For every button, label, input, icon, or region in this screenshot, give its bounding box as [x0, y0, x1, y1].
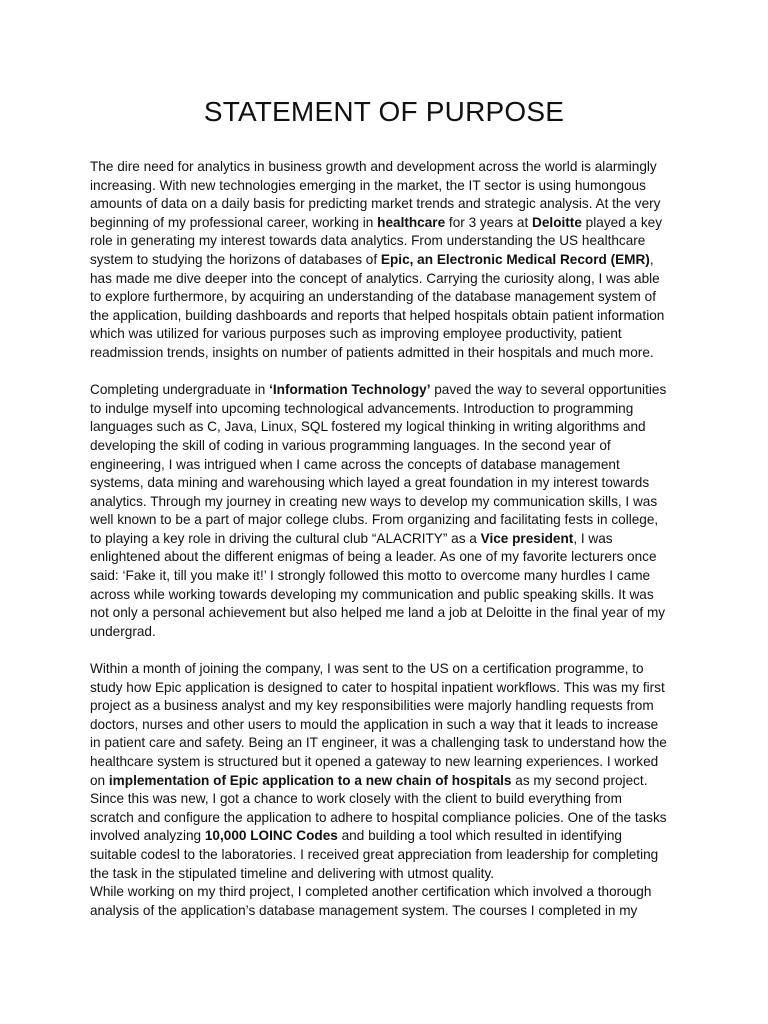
text-run: played a key [581, 214, 663, 230]
text-line [90, 437, 682, 456]
text-line [90, 251, 682, 270]
text-run: undergrad. [90, 623, 156, 639]
text-run: analysis of the application’s database management system. The courses I completed in my [90, 902, 638, 918]
bold-text: ‘Information Technology’ [269, 382, 431, 398]
text-line [90, 809, 682, 828]
text-line [90, 456, 682, 475]
text-run: developing the skill of coding in various programming languages. In the second year of [90, 437, 611, 453]
text-line [90, 623, 682, 642]
text-line [90, 511, 682, 530]
text-line [90, 530, 682, 549]
text-run: as my second project. [511, 772, 648, 788]
text-run: has made me dive deeper into the concept of analytics. Carrying the curiosity along, I was able [90, 270, 660, 286]
text-run: engineering, I was intrigued when I came across the concepts of database management [90, 456, 620, 472]
text-run: suitable codesl to the laboratories. I received great appreciation from leadership for completing [90, 846, 659, 862]
text-line [90, 493, 682, 512]
text-line [90, 734, 682, 753]
text-run: for 3 years at [445, 214, 533, 230]
text-run: to explore furthermore, by acquiring an understanding of the database management system of [90, 289, 656, 305]
bold-text: implementation of Epic application to a new chain of hospitals [108, 772, 512, 788]
text-line [90, 790, 682, 809]
text-line [90, 883, 682, 902]
page-title: STATEMENT OF PURPOSE [203, 96, 565, 127]
text-run: and building a tool which resulted in identifying [337, 828, 622, 844]
text-line [90, 902, 682, 921]
text-run: , [649, 251, 654, 267]
text-run: , I was [573, 530, 613, 546]
text-run: project as a business analyst and my key responsibilities were majorly handling requests from [90, 698, 654, 714]
text-run: Since this was new, I got a chance to work closely with the client to build everything from [90, 791, 622, 807]
text-run: involved analyzing [90, 828, 205, 844]
text-line [90, 325, 682, 344]
text-run: Within a month of joining the company, I was sent to the US on a certification programme, to [90, 661, 644, 677]
text-run: While working on my third project, I completed another certification which involved a thorough [90, 884, 652, 900]
bold-text: Vice president [480, 530, 574, 546]
text-line [90, 827, 682, 846]
text-run: Completing undergraduate in [90, 382, 270, 398]
text-line [90, 177, 682, 196]
text-run: amounts of data on a daily basis for predicting market trends and strategic analysis. At the very [90, 196, 661, 212]
text-run: beginning of my professional career, working in [90, 214, 378, 230]
text-line [90, 846, 682, 865]
text-run: study how Epic application is designed to cater to hospital inpatient workflows. This was my first [90, 679, 665, 695]
text-line [90, 716, 682, 735]
text-line [90, 288, 682, 307]
paragraph-spacer [90, 363, 682, 382]
text-run: enlightened about the different enigmas of being a leader. As one of my favorite lecturers once [90, 549, 657, 565]
text-line [90, 195, 682, 214]
text-run: said: ‘Fake it, till you make it!’ I strongly followed this motto to overcome many hurdles I came [90, 568, 651, 584]
text-line [90, 474, 682, 493]
text-line [90, 214, 682, 233]
text-run: across while working towards developing my communication and public speaking skills. It was [90, 586, 654, 602]
paragraph-3 [90, 660, 682, 920]
text-line [90, 660, 682, 679]
text-line [90, 307, 682, 326]
paragraph-1 [90, 158, 682, 363]
text-run: analytics. Through my journey in creating new ways to develop my communication skills, I was [90, 493, 658, 509]
text-run: systems, data mining and warehousing which layed a great foundation in my interest towards [90, 475, 650, 491]
document-body [90, 158, 682, 920]
text-line [90, 158, 682, 177]
text-run: paved the way to several opportunities [430, 382, 667, 398]
text-run: doctors, nurses and other users to mould the application in such a way that it leads to increase [90, 716, 659, 732]
text-line [90, 567, 682, 586]
text-run: well known to be a part of major college clubs. From organizing and facilitating fests in college, [90, 512, 659, 528]
text-line [90, 400, 682, 419]
text-line [90, 697, 682, 716]
text-run: role in generating my interest towards data analytics. From understanding the US healthcare [90, 233, 646, 249]
text-line [90, 586, 682, 605]
bold-text: healthcare [377, 214, 446, 230]
paragraph-spacer [90, 641, 682, 660]
text-line [90, 381, 682, 400]
text-run: healthcare system is structured but it opened a gateway to new learning experiences. I worked [90, 754, 659, 769]
text-run: readmission trends, insights on number of patients admitted in their hospitals and much more. [90, 344, 654, 360]
text-run: scratch and configure the application to adhere to hospital compliance policies. One of the tasks [90, 809, 667, 825]
text-line [90, 344, 682, 363]
text-run: not only a personal achievement but also helped me land a job at Deloitte in the final year of my [90, 605, 666, 621]
text-run: increasing. With new technologies emerging in the market, the IT sector is using humongous [90, 177, 646, 193]
text-run: which was utilized for various purposes such as improving employee productivity, patient [90, 326, 622, 342]
paragraph-2 [90, 381, 682, 641]
text-run: the application, building dashboards and reports that helped hospitals obtain patient information [90, 307, 665, 323]
text-line [90, 418, 682, 437]
text-line [90, 753, 682, 772]
text-line [90, 232, 682, 251]
text-line [90, 548, 682, 567]
bold-text: Deloitte [532, 214, 582, 230]
text-run: in patient care and safety. Being an IT engineer, it was a challenging task to understand how the [90, 735, 667, 751]
text-line [90, 604, 682, 623]
text-run: languages such as C, Java, Linux, SQL fostered my logical thinking in writing algorithms and [90, 419, 646, 435]
text-line [90, 679, 682, 698]
bold-text: 10,000 LOINC Codes [204, 828, 338, 844]
text-run: The dire need for analytics in business growth and development across the world is alarmingly [90, 159, 657, 174]
text-run: to playing a key role in driving the cultural club “ALACRITY” as a [90, 530, 481, 546]
text-line [90, 865, 682, 884]
text-run: the task in the stipulated timeline and delivering with utmost quality. [90, 865, 495, 881]
text-run: to indulge myself into upcoming technological advancements. Introduction to programming [90, 400, 634, 416]
text-run: on [90, 772, 109, 788]
text-line [90, 270, 682, 289]
text-line [90, 772, 682, 791]
bold-text: Epic, an Electronic Medical Record (EMR) [380, 251, 650, 267]
text-run: system to studying the horizons of databases of [90, 251, 381, 267]
